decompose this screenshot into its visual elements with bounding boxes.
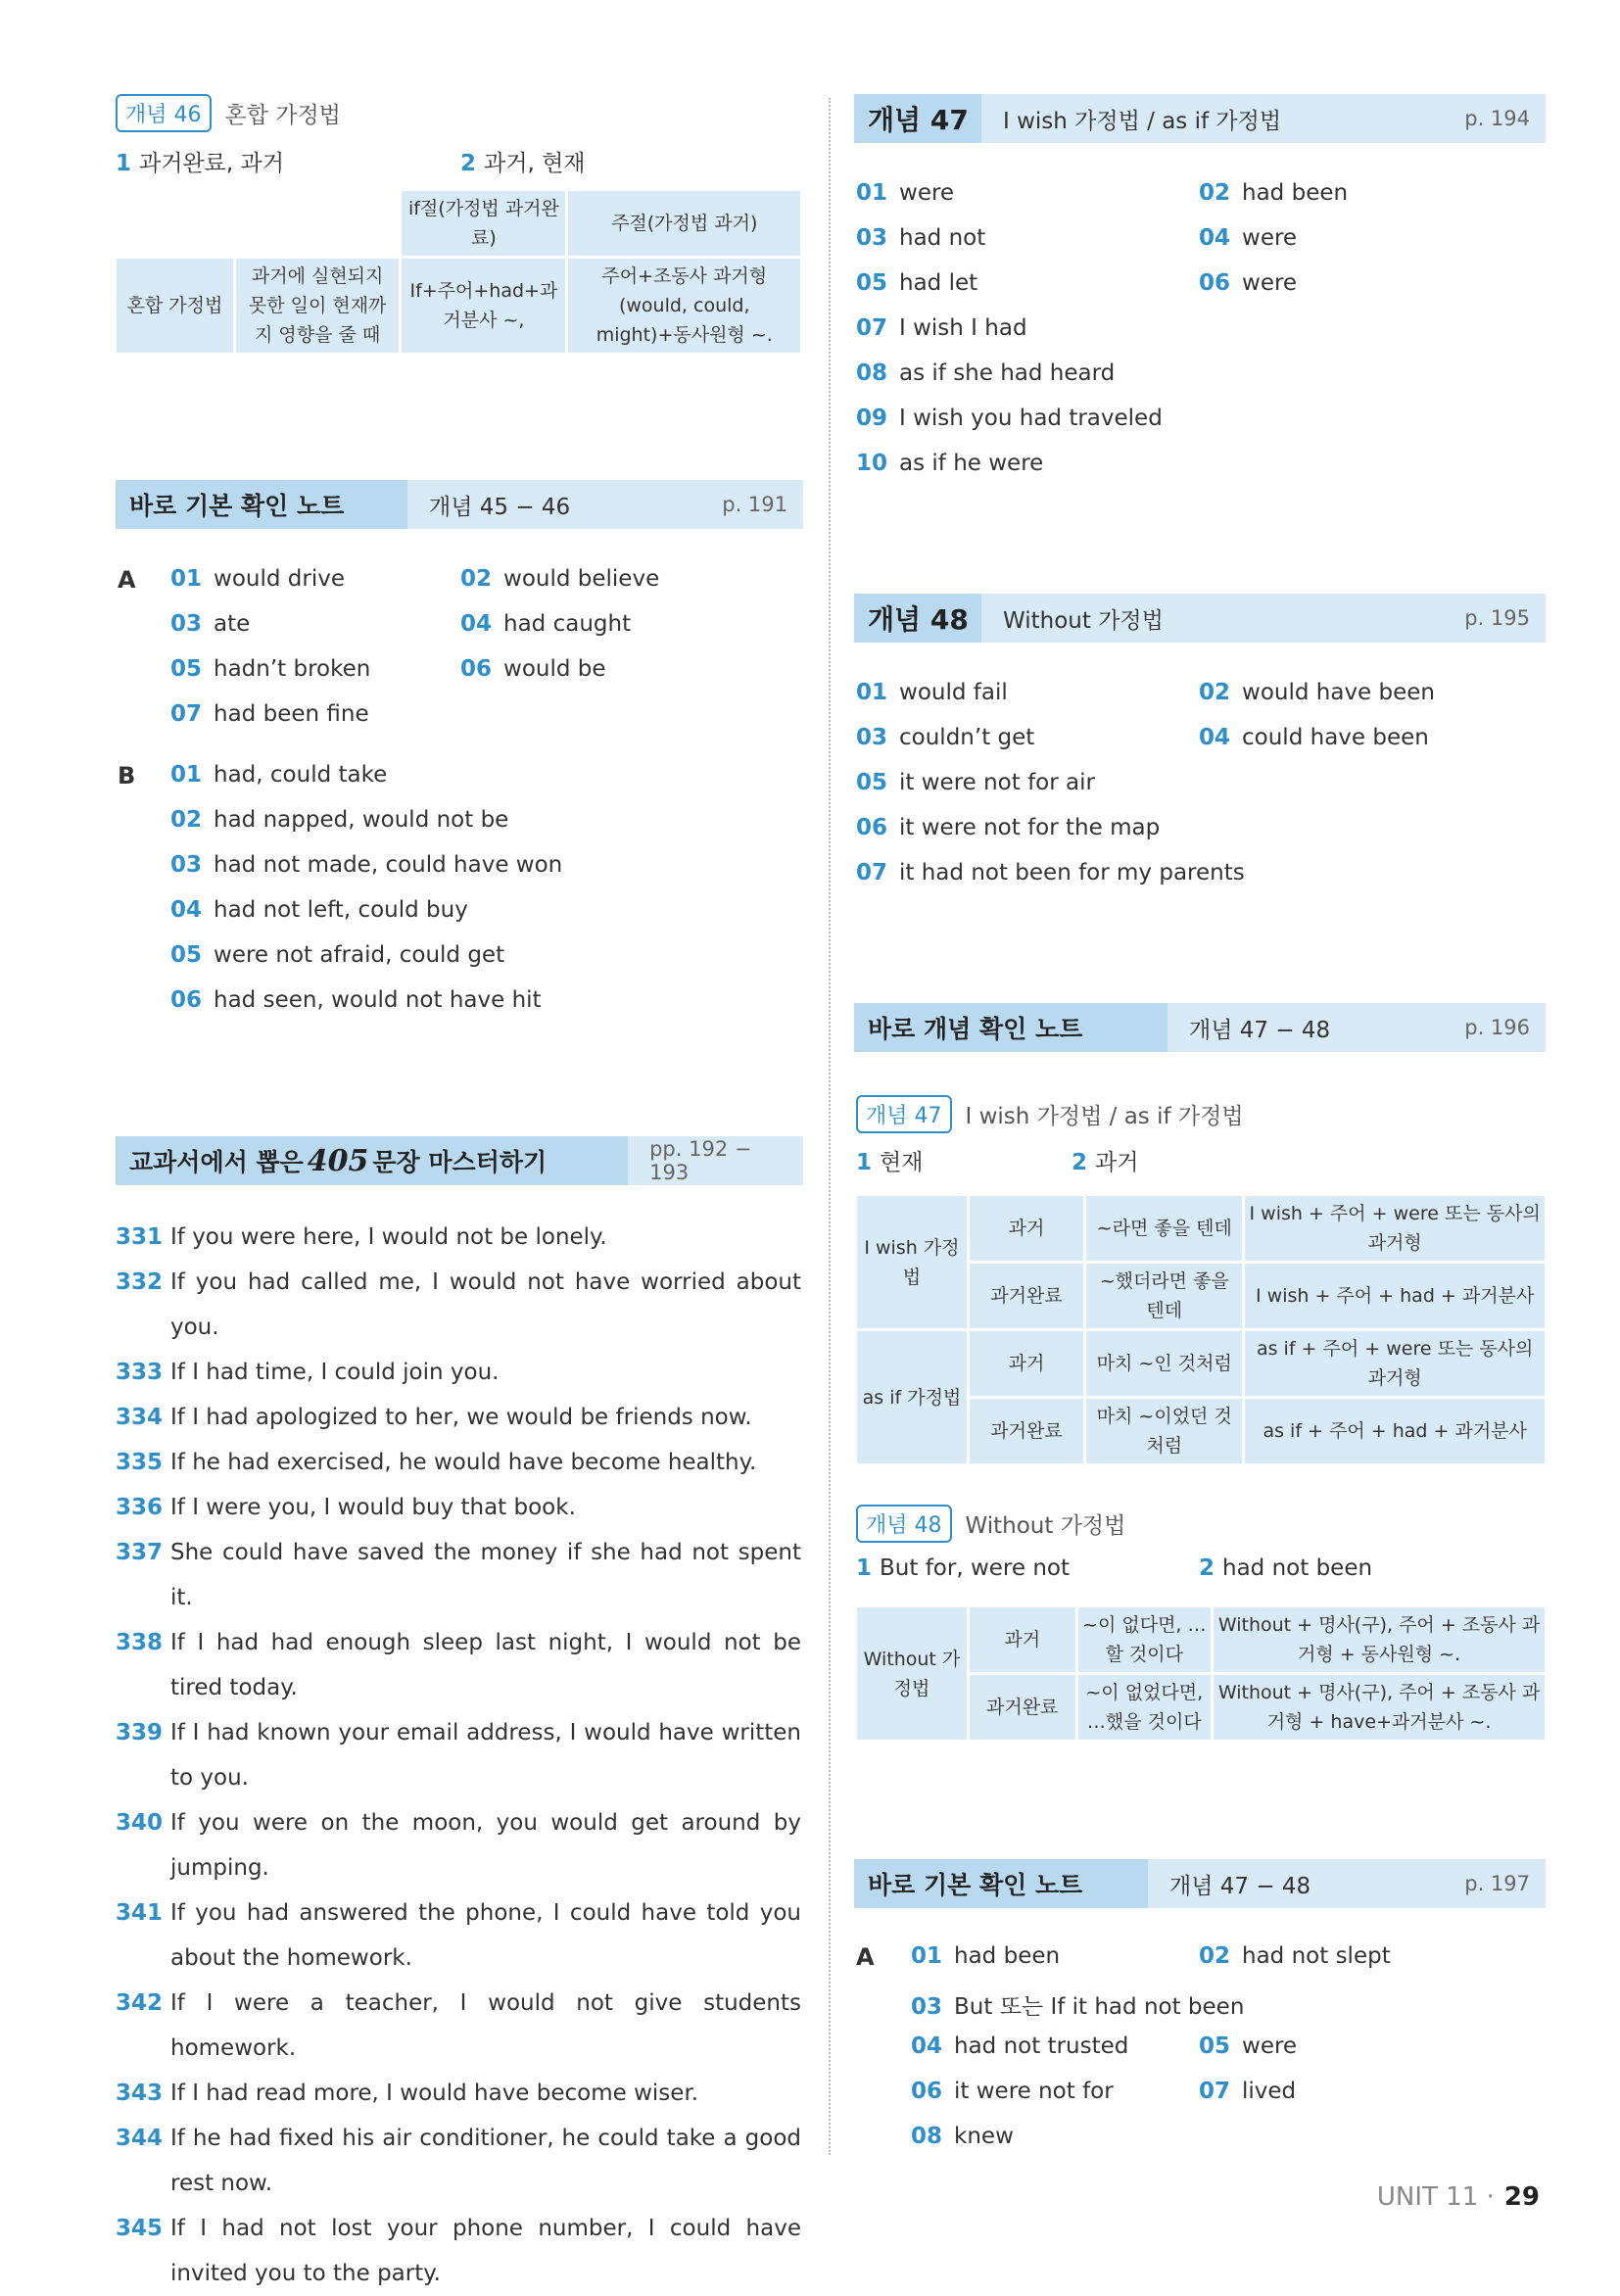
table-header: 주절(가정법 과거) [568,191,800,256]
banner-title: 교과서에서 뽑은 405 문장 마스터하기 [116,1136,628,1185]
sentence-item: 339 If I had known your email address, I would have written to you. [116,1720,801,1791]
table-cell: ~이 없다면, …할 것이다 [1078,1607,1212,1672]
sentence-item: 331 If you were here, I would not be lonely. [116,1224,607,1250]
banner-page: p. 194 [1464,107,1530,130]
banner-title: 개념 47 [868,104,969,136]
wish-asif-table [854,1193,1548,1466]
table-cell: I wish 가정법 [857,1196,967,1328]
answer-item: 01 would drive [170,566,345,592]
answer-item: 01 would fail [856,680,1008,705]
answer-item: 06 it were not for the map [856,815,1161,840]
table-cell: ~이 없었다면, …했을 것이다 [1078,1675,1212,1740]
answer-item: 05 were [1199,2033,1298,2059]
banner-page: p. 191 [722,493,787,516]
table-cell: 마치 ~인 것처럼 [1086,1331,1242,1396]
sentence-list [116,1215,801,2296]
answer-item: 06 had seen, would not have hit [170,987,542,1013]
table-cell: 혼합 가정법 [117,259,233,353]
table-cell: 과거완료 [970,1264,1083,1328]
concept-47-banner [854,94,1546,143]
banner-concept: 개념 47 − 48 [1169,1873,1311,1899]
table-cell: If+주어+had+과거분사 ~, [402,259,565,353]
table-cell: as if 가정법 [857,1331,967,1463]
sentence-item: 343 If I had read more, I would have become wiser. [116,2081,699,2106]
concept-title: 혼합 가정법 [224,103,341,128]
concept-title: Without 가정법 [965,1513,1126,1539]
answer-item: 02 would believe [460,566,660,592]
answer-item: 09 I wish you had traveled [856,406,1163,431]
answer-item: 07 I wish I had [856,315,1027,341]
answer-item: 05 had let [856,270,978,296]
table-cell: 과거 [970,1331,1083,1396]
master-banner [116,1136,803,1185]
note-banner-1 [116,480,803,529]
answer-item: 05 it were not for air [856,770,1095,795]
answer-2: 2 had not been [1199,1555,1373,1581]
banner-title: 개념 48 [868,603,969,636]
banner-title: 바로 개념 확인 노트 [854,1003,1167,1052]
banner-page: p. 196 [1464,1016,1530,1039]
answer-1: 1 But for, were not [856,1555,1070,1581]
sentence-item: 333 If I had time, I could join you. [116,1360,500,1385]
table-cell: 과거완료 [970,1399,1083,1463]
sentence-item: 340 If you were on the moon, you would get around by jumping. [116,1810,801,1881]
answer-item: 05 hadn’t broken [170,656,371,682]
banner-title: 바로 기본 확인 노트 [854,1859,1148,1908]
answer-1: 1 현재 [856,1150,924,1175]
table-cell: Without + 명사(구), 주어 + 조동사 과거형 + have+과거분사 ~. [1214,1675,1545,1740]
sentence-item: 344 If he had fixed his air conditioner, he could take a good rest now. [116,2126,801,2196]
answer-item: 07 lived [1199,2079,1297,2104]
sentence-item: 335 If he had exercised, he would have become healthy. [116,1450,757,1475]
concept-tag: 개념 48 [856,1505,952,1543]
answer-item: 04 had not left, could buy [170,897,468,923]
answer-item: 03 ate [170,611,251,637]
banner-concept: I wish 가정법 / as if 가정법 [1003,108,1282,134]
banner-page: p. 197 [1464,1872,1530,1895]
answer-item: 02 would have been [1199,680,1435,705]
concept-46-heading [116,94,341,132]
table-cell: ~했더라면 좋을 텐데 [1086,1264,1242,1328]
sentence-item: 332 If you had called me, I would not have worried about you. [116,1269,801,1340]
mixed-conditional-table [114,188,803,356]
answer-item: 03 But 또는 If it had not been [911,1994,1245,2020]
answer-item: 10 as if he were [856,451,1044,476]
unit-label: UNIT 11 · [1376,2182,1495,2212]
concept-tag: 개념 46 [116,94,212,132]
answer-item: 07 it had not been for my parents [856,860,1245,885]
concept-48-banner [854,594,1546,643]
answer-item: 02 had been [1199,180,1349,206]
sentence-item: 345 If I had not lost your phone number, I could have invited you to the party. [116,2216,801,2286]
banner-title: 바로 기본 확인 노트 [116,480,407,529]
table-cell: 마치 ~이었던 것처럼 [1086,1399,1242,1463]
column-divider [829,98,831,2155]
answer-item: 04 were [1199,225,1298,251]
table-cell: ~라면 좋을 텐데 [1086,1196,1242,1261]
answer-item: 07 had been fine [170,701,369,727]
note-banner-3 [854,1859,1546,1908]
table-cell: 과거에 실현되지 못한 일이 현재까지 영향을 줄 때 [236,259,399,353]
banner-concept: Without 가정법 [1003,607,1164,634]
answer-item: 05 were not afraid, could get [170,942,505,968]
table-cell: 주어+조동사 과거형 (would, could, might)+동사원형 ~. [568,259,800,353]
table-cell: as if + 주어 + had + 과거분사 [1245,1399,1545,1463]
answer-item: 04 could have been [1199,725,1429,750]
banner-concept: 개념 47 − 48 [1189,1017,1331,1043]
answer-1: 1 과거완료, 과거 [116,151,284,176]
answer-item: 06 would be [460,656,606,682]
table-cell: I wish + 주어 + were 또는 동사의 과거형 [1245,1196,1545,1261]
answer-2: 2 과거 [1072,1150,1139,1175]
table-cell: Without + 명사(구), 주어 + 조동사 과거형 + 동사원형 ~. [1214,1607,1545,1672]
answer-item: 08 as if she had heard [856,360,1116,386]
table-header: if절(가정법 과거완료) [402,191,565,256]
answer-item: 01 were [856,180,955,206]
table-cell: 과거 [970,1607,1075,1672]
answer-item: 04 had caught [460,611,632,637]
banner-concept: 개념 45 − 46 [429,494,571,520]
table-cell: 과거완료 [970,1675,1075,1740]
answer-2: 2 과거, 현재 [460,151,586,176]
sentence-item: 336 If I were you, I would buy that book. [116,1495,576,1520]
answer-item: 04 had not trusted [911,2033,1129,2059]
concept-47-heading [856,1095,1244,1133]
answer-item: 01 had been [911,1943,1061,1969]
concept-title: I wish 가정법 / as if 가정법 [965,1104,1244,1129]
concept-48-heading [856,1505,1125,1543]
without-table [854,1604,1548,1743]
sentence-item: 334 If I had apologized to her, we would be friends now. [116,1405,752,1430]
answer-item: 06 it were not for [911,2079,1114,2104]
page-number: 29 [1503,2182,1540,2212]
table-cell: 과거 [970,1196,1083,1261]
section-label: B [118,762,136,789]
answer-item: 03 had not made, could have won [170,852,563,878]
answer-item: 08 knew [911,2124,1014,2149]
answer-item: 03 couldn’t get [856,725,1035,750]
sentence-item: 341 If you had answered the phone, I could have told you about the homework. [116,1900,801,1971]
table-cell: I wish + 주어 + had + 과거분사 [1245,1264,1545,1328]
sentence-item: 342 If I were a teacher, I would not give students homework. [116,1990,801,2061]
page-footer [1377,2182,1540,2212]
sentence-item: 338 If I had had enough sleep last night, I would not be tired today. [116,1630,801,1700]
table-cell: as if + 주어 + were 또는 동사의 과거형 [1245,1331,1545,1396]
answer-item: 06 were [1199,270,1298,296]
answer-item: 02 had napped, would not be [170,807,509,833]
table-cell: Without 가정법 [857,1607,967,1740]
banner-page: pp. 192 − 193 [649,1137,752,1184]
answer-item: 02 had not slept [1199,1943,1391,1969]
answer-item: 01 had, could take [170,762,388,788]
banner-page: p. 195 [1464,606,1530,630]
concept-tag: 개념 47 [856,1095,952,1133]
section-label: A [856,1943,875,1971]
answer-item: 03 had not [856,225,986,251]
section-label: A [118,566,136,594]
note-banner-2 [854,1003,1546,1052]
sentence-item: 337 She could have saved the money if she had not spent it. [116,1540,801,1610]
